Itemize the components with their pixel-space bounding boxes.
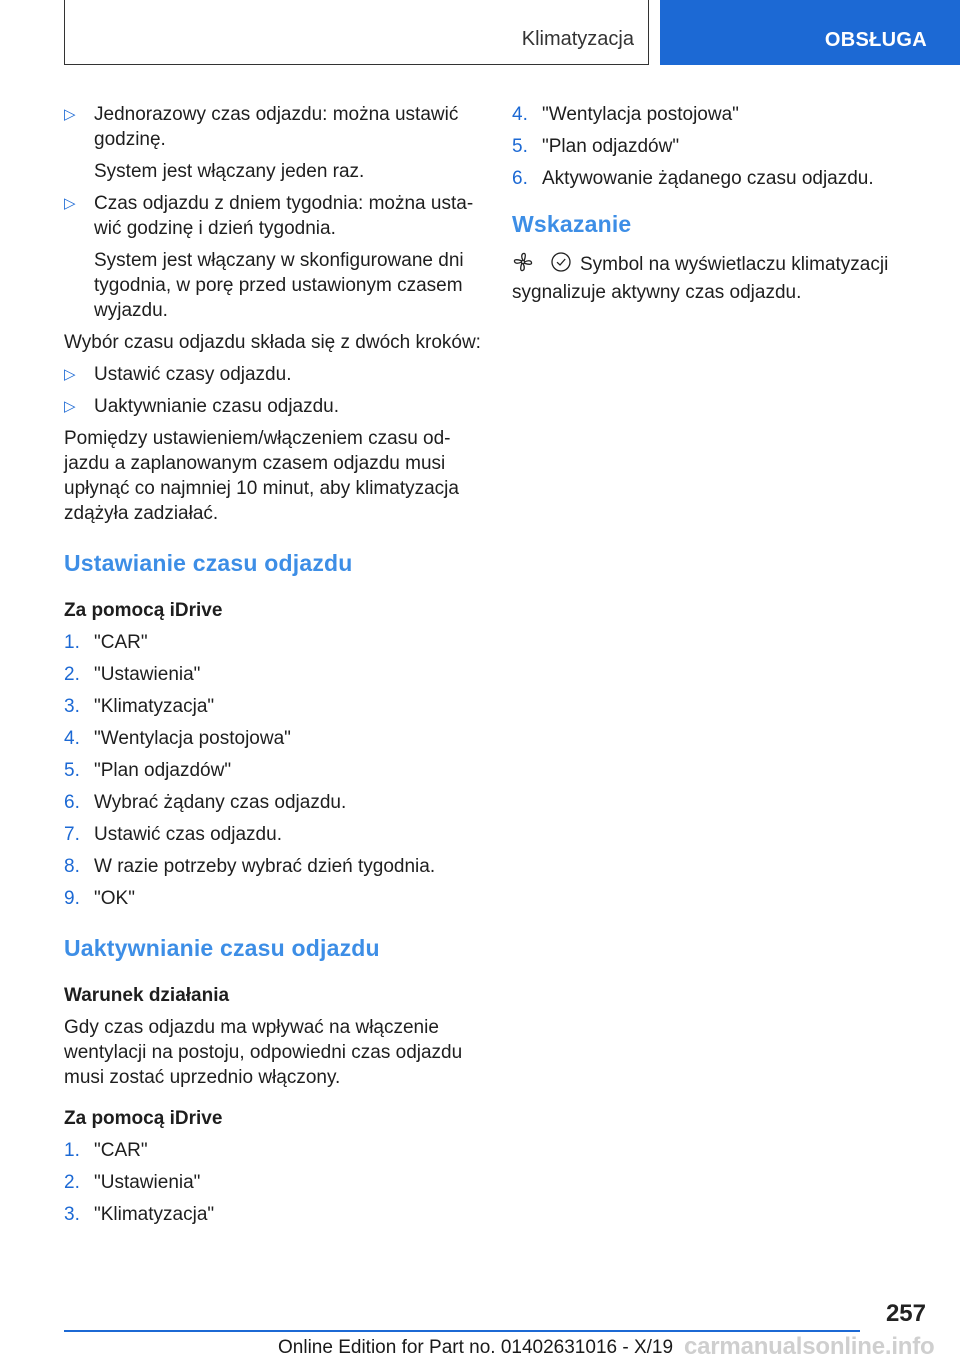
right-column <box>512 102 904 312</box>
step-number: 2. <box>64 664 80 685</box>
fan-icon <box>512 251 534 280</box>
header-section-box <box>64 0 649 65</box>
paragraph: Pomiędzy ustawieniem/włączeniem czasu odjazdu a zaplanowanym czasem odjazdu musi upłynąć co najmniej 10 minut, aby klimatyzacja zdążyła zadziałać. <box>64 428 459 524</box>
bullet-text: Ustawić czasy odjazdu. <box>94 364 292 385</box>
bullet-subtext: System jest włączany jeden raz. <box>94 161 365 182</box>
steps-list-set <box>64 630 484 911</box>
step-text: "Plan odjazdów" <box>542 136 680 157</box>
step-text: "CAR" <box>94 1140 148 1161</box>
step-item <box>64 1202 484 1227</box>
steps-list-activate-cont <box>512 102 904 191</box>
step-number: 6. <box>512 168 528 189</box>
bullet-item <box>64 102 484 184</box>
step-item <box>64 854 484 879</box>
step-item <box>64 1170 484 1195</box>
step-number: 7. <box>64 824 80 845</box>
bullet-item <box>64 362 484 387</box>
bullet-subtext: System jest włączany w skonfigurowane dni tygodnia, w porę przed ustawionym czasem wyjazdu. <box>94 250 464 321</box>
bullet-text: Jednorazowy czas odjazdu: można ustawić godzinę. <box>94 104 459 150</box>
page-number: 257 <box>885 1300 926 1327</box>
step-text: "OK" <box>94 888 135 909</box>
step-number: 1. <box>64 1140 80 1161</box>
step-text: "Plan odjazdów" <box>94 760 232 781</box>
section-heading: Uaktywnianie czasu odjazdu <box>64 935 380 961</box>
step-item <box>64 726 484 751</box>
footer-divider <box>64 1330 860 1332</box>
triangle-bullet-icon: ▷ <box>64 195 76 212</box>
step-text: "Ustawienia" <box>94 1172 201 1193</box>
step-number: 9. <box>64 888 80 909</box>
step-item <box>64 790 484 815</box>
header-chapter-tab <box>660 0 960 65</box>
subheading: Za pomocą iDrive <box>64 600 223 621</box>
step-number: 4. <box>64 728 80 749</box>
paragraph: Wybór czasu odjazdu składa się z dwóch kroków: <box>64 332 481 353</box>
subheading: Warunek działania <box>64 985 230 1006</box>
step-number: 4. <box>512 104 528 125</box>
step-number: 6. <box>64 792 80 813</box>
step-number: 5. <box>512 136 528 157</box>
step-number: 8. <box>64 856 80 877</box>
footer-edition-text: Online Edition for Part no. 01402631016 - X/19 <box>278 1337 674 1358</box>
bullet-text: Uaktywnianie czasu odjazdu. <box>94 396 340 417</box>
step-text: "Ustawienia" <box>94 664 201 685</box>
step-number: 2. <box>64 1172 80 1193</box>
header-chapter-title: OBSŁUGA <box>824 29 927 51</box>
bullet-item <box>64 394 484 419</box>
indication-text: Symbol na wyświetlaczu klimatyzacji sygnalizuje aktywny czas odjazdu. <box>512 254 889 303</box>
step-item <box>64 662 484 687</box>
step-text: Ustawić czas odjazdu. <box>94 824 282 845</box>
bullet-item <box>64 191 484 323</box>
step-item <box>64 758 484 783</box>
triangle-bullet-icon: ▷ <box>64 366 76 383</box>
clock-check-icon <box>550 251 572 280</box>
subheading: Za pomocą iDrive <box>64 1108 223 1129</box>
triangle-bullet-icon: ▷ <box>64 106 76 123</box>
step-item <box>64 886 484 911</box>
bullet-text: Czas odjazdu z dniem tygodnia: można ustawić godzinę i dzień tygodnia. <box>94 193 474 239</box>
step-item <box>64 694 484 719</box>
step-item <box>64 630 484 655</box>
step-number: 1. <box>64 632 80 653</box>
paragraph: Gdy czas odjazdu ma wpływać na włączenie wentylacji na postoju, odpowiedni czas odjazdu musi zostać uprzednio włączony. <box>64 1017 463 1088</box>
indication-paragraph <box>512 251 904 305</box>
step-number: 3. <box>64 696 80 717</box>
left-column <box>64 102 484 1234</box>
section-heading: Wskazanie <box>512 211 632 237</box>
step-number: 5. <box>64 760 80 781</box>
step-item <box>512 102 904 127</box>
footer-watermark: carmanualsonline.info <box>684 1333 935 1360</box>
header-section-title: Klimatyzacja <box>521 28 634 50</box>
step-text: Aktywowanie żądanego czasu odjazdu. <box>542 168 874 189</box>
section-heading: Ustawianie czasu odjazdu <box>64 550 353 576</box>
step-item <box>512 166 904 191</box>
step-text: "Wentylacja postojowa" <box>94 728 291 749</box>
steps-list-activate <box>64 1138 484 1227</box>
triangle-bullet-icon: ▷ <box>64 398 76 415</box>
step-number: 3. <box>64 1204 80 1225</box>
step-item <box>64 1138 484 1163</box>
step-text: "CAR" <box>94 632 148 653</box>
step-text: "Klimatyzacja" <box>94 696 215 717</box>
step-text: W razie potrzeby wybrać dzień tygodnia. <box>94 856 436 877</box>
step-item <box>512 134 904 159</box>
step-text: "Wentylacja postojowa" <box>542 104 739 125</box>
step-text: Wybrać żądany czas odjazdu. <box>94 792 347 813</box>
step-text: "Klimatyzacja" <box>94 1204 215 1225</box>
step-item <box>64 822 484 847</box>
